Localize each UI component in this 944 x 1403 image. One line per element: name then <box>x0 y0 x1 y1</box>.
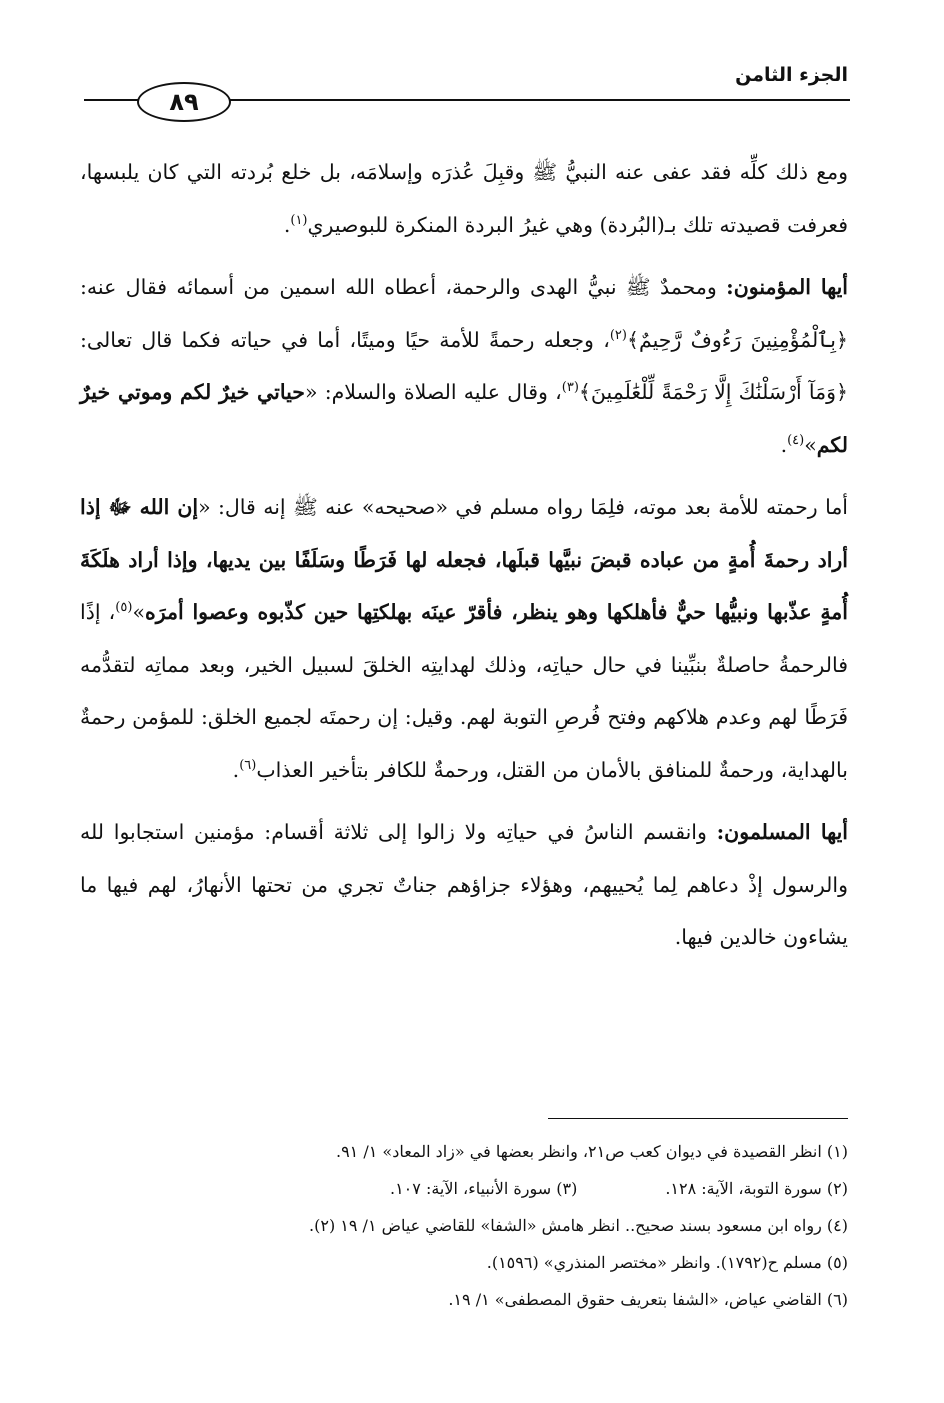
footnote-ref-2: (٢) <box>609 327 627 343</box>
footnote-ref-4: (٤) <box>787 432 805 448</box>
paragraph-2-lead: أيها المؤمنون: <box>726 275 848 299</box>
footnote-5: (٥) مسلم ح(١٧٩٢). وانظر «مختصر المنذري» (١٥٩٦). <box>486 1253 848 1272</box>
footnote-1: (١) انظر القصيدة في ديوان كعب ص٢١، وانظر بعضها في «زاد المعاد» ١/ ٩١. <box>335 1142 848 1161</box>
paragraph-4-lead: أيها المسلمون: <box>716 820 848 844</box>
paragraph-1-tail: . <box>283 212 291 237</box>
footnote-4: (٤) رواه ابن مسعود بسند صحيح.. انظر هامش «الشفا» للقاضي عياض ١/ ١٩ (٢). <box>309 1216 848 1235</box>
footnote-row-2-3 <box>160 1170 848 1207</box>
footnote-separator <box>548 1118 848 1119</box>
paragraph-2-text-1: ومحمدٌ ﷺ نبيُّ الهدى والرحمة، أعطاه الله اسمين من أسمائه فقال عنه: ﴿بِٱلْمُؤْمِنِينَ رَءُوفٌ رَّحِيمٌ﴾ <box>80 275 848 352</box>
paragraph-3 <box>80 481 848 796</box>
paragraph-1 <box>80 146 848 251</box>
paragraph-3-text-3: ، إذًا فالرحمةُ حاصلةٌ بنبِّينا في حال حياتِه، وذلك لهدايتِه الخلقَ لسبيل الخير، وبعد مماتِه لتقدُّمه فَرَطًا لهم وعدم هلاكهم وفتح فُرصِ التوبة لهم. وقيل: إن رحمتَه لجميع الخلق: للمؤمن رحمةٌ بالهداية، ورحمةٌ للمنافق بالأمان من القتل، ورحمةٌ للكافر بتأخير العذاب <box>80 600 848 782</box>
footnote-ref-6: (٦) <box>239 757 257 773</box>
footnote-ref-5: (٥) <box>115 600 133 616</box>
hadith-quote-1: حياتي خيرٌ لكم وموتي خيرٌ لكم <box>80 380 848 457</box>
paragraph-1-text: ومع ذلك كلِّه فقد عفى عنه النبيُّ ﷺ وقبِلَ عُذرَه وإسلامَه، بل خلع بُردته التي كان يلبسها، فعرفت قصيدته تلك بـ(البُردة) وهي غيرُ البردة المنكرة للبوصيري <box>80 160 848 237</box>
footnote-3: (٣) سورة الأنبياء، الآية: ١٠٧. <box>389 1179 578 1198</box>
body-text <box>80 146 848 974</box>
running-header: الجزء الثامن <box>735 64 848 86</box>
page-number-badge: ٨٩ <box>137 82 231 122</box>
paragraph-2-text-2: ، وجعله رحمةً للأمة حيًا وميتًا، أما في حياته فكما قال تعالى: ﴿وَمَآ أَرْسَلْنَٰكَ إِلَّا رَحْمَةً لِّلْعَٰلَمِينَ﴾ <box>80 327 849 404</box>
footnote-ref-3: (٣) <box>561 380 579 396</box>
footnote-6: (٦) القاضي عياض، «الشفا بتعريف حقوق المصطفى» ١/ ١٩. <box>448 1290 848 1309</box>
paragraph-3-tail: . <box>232 757 240 782</box>
footnote-ref-1: (١) <box>290 212 308 228</box>
paragraph-2 <box>80 261 848 471</box>
paragraph-2-text-4: » <box>804 432 817 457</box>
paragraph-4-text: وانقسم الناسُ في حياتِه ولا زالوا إلى ثلاثة أقسام: مؤمنين استجابوا لله والرسول إذْ دعاهم لِما يُحييهم، وهؤلاء جزاؤهم جناتٌ تجري من تحتها الأنهارُ، لهم فيها ما يشاءون خالدين فيها. <box>80 820 848 949</box>
paragraph-2-tail: . <box>780 432 788 457</box>
footnotes <box>160 1133 848 1318</box>
paragraph-3-text-2: » <box>132 600 145 624</box>
paragraph-4 <box>80 806 848 964</box>
paragraph-3-text-1: أما رحمته للأمة بعد موته، فلِمَا رواه مسلم في «صحيحه» عنه ﷺ إنه قال: « <box>198 495 848 519</box>
paragraph-2-text-3: ، وقال عليه الصلاة والسلام: « <box>304 380 562 404</box>
hadith-quote-2: إن الله ﷻ إذا أراد رحمةَ أُمةٍ من عباده قبضَ نبيَّها قبلَها، فجعله لها فَرَطًا وسَلَفًا بين يديها، وإذا أراد هلَكَةَ أُمةٍ عذّبها ونبيُّها حيٌّ فأهلكها وهو ينظر، فأقرّ عينَه بهلكتِها حين كذّبوه وعصوا أمرَه <box>80 495 848 624</box>
footnote-2: (٢) سورة التوبة، الآية: ١٢٨. <box>665 1179 848 1198</box>
